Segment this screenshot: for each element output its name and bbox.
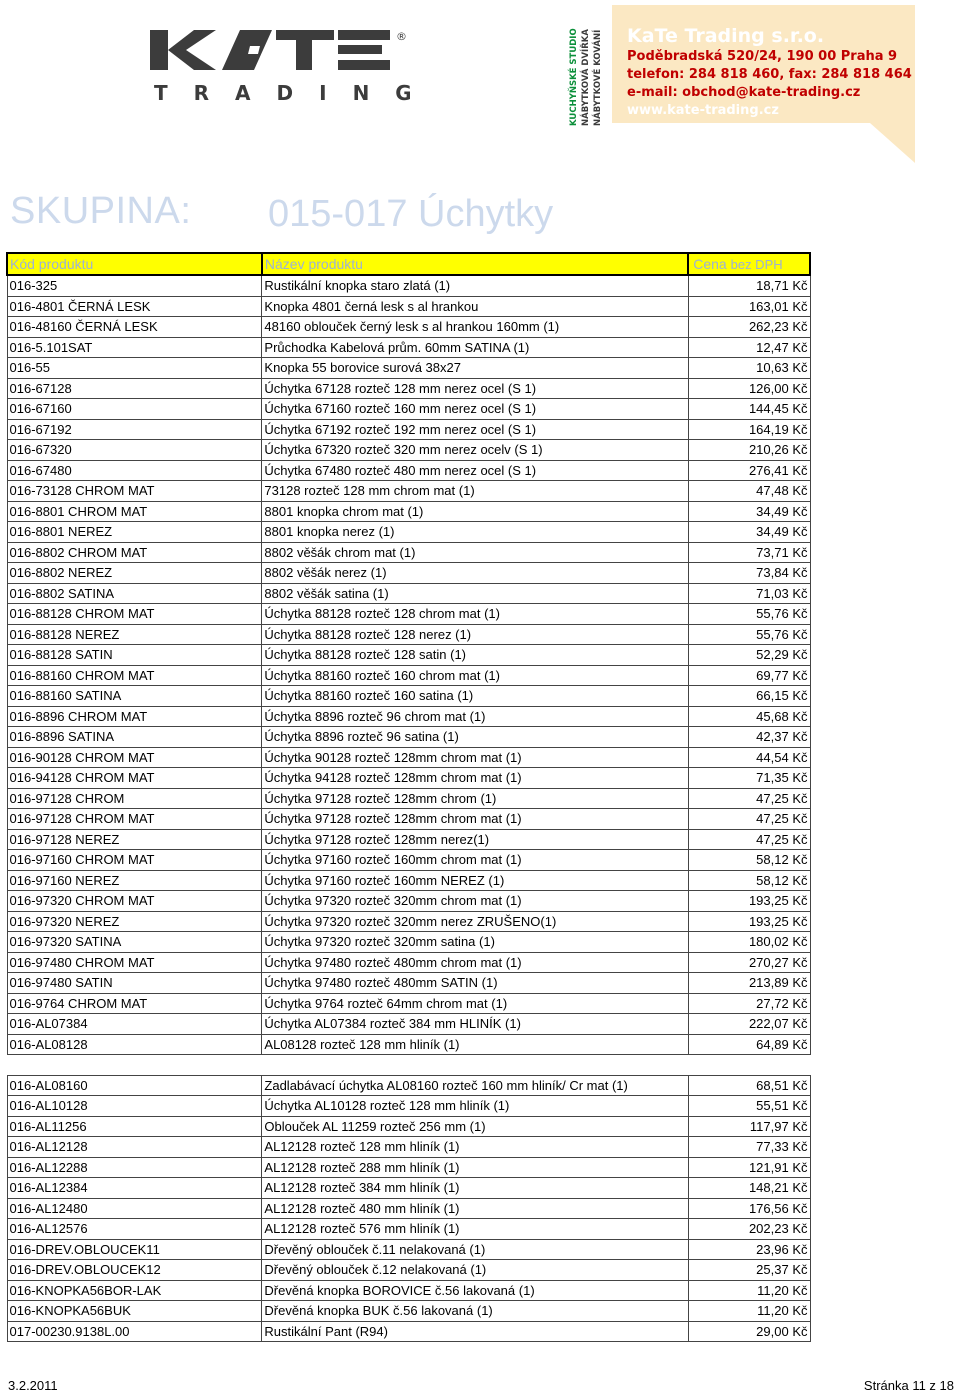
product-price: 47,25 Kč [688,809,810,830]
table-row [7,891,810,912]
product-name: Úchytka 97320 rozteč 320mm satina (1) [262,932,688,953]
product-price: 193,25 Kč [688,911,810,932]
product-code: 016-97128 CHROM MAT [7,809,262,830]
product-price: 44,54 Kč [688,747,810,768]
table-row [7,932,810,953]
product-code: 017-00230.9138L.00 [7,1321,262,1342]
product-code: 016-97128 NEREZ [7,829,262,850]
product-name: Úchytka 97128 rozteč 128mm chrom mat (1) [262,809,688,830]
table-row [7,993,810,1014]
table-row [7,829,810,850]
company-phone: telefon: 284 818 460, fax: 284 818 464 [627,67,912,82]
table-row [7,358,810,379]
product-price: 47,48 Kč [688,481,810,502]
product-name: Úchytka 88128 rozteč 128 satin (1) [262,645,688,666]
product-name: Úchytka 9764 rozteč 64mm chrom mat (1) [262,993,688,1014]
product-price: 64,89 Kč [688,1034,810,1055]
product-code: 016-AL12384 [7,1178,262,1199]
product-price: 117,97 Kč [688,1116,810,1137]
product-code: 016-67128 [7,378,262,399]
product-code: 016-97128 CHROM [7,788,262,809]
product-price: 193,25 Kč [688,891,810,912]
product-code: 016-97320 NEREZ [7,911,262,932]
product-name: 8801 knopka nerez (1) [262,522,688,543]
product-price: 262,23 Kč [688,317,810,338]
product-name: Úchytka 8896 rozteč 96 satina (1) [262,727,688,748]
contact-box [612,5,915,123]
product-name: Úchytka 97128 rozteč 128mm chrom (1) [262,788,688,809]
footer-page-number: Stránka 11 z 18 [863,1378,954,1393]
product-name: 73128 rozteč 128 mm chrom mat (1) [262,481,688,502]
table-row [7,378,810,399]
product-price: 68,51 Kč [688,1075,810,1096]
product-name: Úchytka 67192 rozteč 192 mm nerez ocel (S 1) [262,419,688,440]
table-row [7,747,810,768]
product-code: 016-KNOPKA56BOR-LAK [7,1280,262,1301]
product-name: Dřevěná knopka BOROVICE č.56 lakovaná (1) [262,1280,688,1301]
product-name: Úchytka 67160 rozteč 160 mm nerez ocel (S 1) [262,399,688,420]
table-row [7,317,810,338]
product-name: 48160 oblouček černý lesk s al hrankou 160mm (1) [262,317,688,338]
product-code: 016-55 [7,358,262,379]
product-price: 163,01 Kč [688,296,810,317]
brand-line-2: NÁBYTKOVÁ DVÍŘKA [581,29,591,126]
table-row [7,583,810,604]
brand-line-3: NÁBYTKOVÉ KOVÁNÍ [593,29,603,126]
product-price: 47,25 Kč [688,829,810,850]
product-price: 58,12 Kč [688,870,810,891]
logo-registered: ® [396,30,407,43]
product-name [262,1055,688,1076]
product-name: Úchytka 67128 rozteč 128 mm nerez ocel (S 1) [262,378,688,399]
product-code: 016-325 [7,275,262,296]
product-code: 016-KNOPKA56BUK [7,1301,262,1322]
product-price: 29,00 Kč [688,1321,810,1342]
product-name: Úchytka 94128 rozteč 128mm chrom mat (1) [262,768,688,789]
product-code: 016-8896 CHROM MAT [7,706,262,727]
table-row [7,419,810,440]
product-name: Úchytka 97480 rozteč 480mm SATIN (1) [262,973,688,994]
table-row [7,1075,810,1096]
table-row [7,1321,810,1342]
product-price: 180,02 Kč [688,932,810,953]
product-name: 8802 věšák nerez (1) [262,563,688,584]
product-price: 55,51 Kč [688,1096,810,1117]
product-name: Úchytka 8896 rozteč 96 chrom mat (1) [262,706,688,727]
table-header-row [7,253,810,275]
table-row [7,1219,810,1240]
table-row [7,911,810,932]
product-name: 8802 věšák satina (1) [262,583,688,604]
product-price: 58,12 Kč [688,850,810,871]
product-price: 210,26 Kč [688,440,810,461]
product-code: 016-8801 CHROM MAT [7,501,262,522]
product-code: 016-90128 CHROM MAT [7,747,262,768]
product-price: 213,89 Kč [688,973,810,994]
product-name: Úchytka 88160 rozteč 160 chrom mat (1) [262,665,688,686]
product-name: Zadlabávací úchytka AL08160 rozteč 160 mm hliník/ Cr mat (1) [262,1075,688,1096]
group-label: SKUPINA: [10,190,192,232]
product-code: 016-8896 SATINA [7,727,262,748]
table-row [7,542,810,563]
product-name: Knopka 55 borovice surová 38x27 [262,358,688,379]
product-name: Rustikální knopka staro zlatá (1) [262,275,688,296]
product-price: 42,37 Kč [688,727,810,748]
header-code: Kód produktu [7,253,262,275]
product-price: 69,77 Kč [688,665,810,686]
product-code: 016-AL08128 [7,1034,262,1055]
product-name: Oblouček AL 11259 rozteč 256 mm (1) [262,1116,688,1137]
header-name: Název produktu [262,253,688,275]
product-code: 016-AL12576 [7,1219,262,1240]
product-name: AL12128 rozteč 128 mm hliník (1) [262,1137,688,1158]
product-code: 016-97320 CHROM MAT [7,891,262,912]
table-row [7,481,810,502]
table-row [7,399,810,420]
product-name: Dřevěný oblouček č.12 nelakovaná (1) [262,1260,688,1281]
table-row [7,563,810,584]
product-code: 016-AL11256 [7,1116,262,1137]
product-name: Úchytka 90128 rozteč 128mm chrom mat (1) [262,747,688,768]
product-price: 34,49 Kč [688,522,810,543]
table-row [7,952,810,973]
product-price: 148,21 Kč [688,1178,810,1199]
table-row [7,1116,810,1137]
table-row [7,440,810,461]
table-row [7,870,810,891]
table-row [7,604,810,625]
product-price: 12,47 Kč [688,337,810,358]
table-row [7,706,810,727]
table-row [7,460,810,481]
product-code: 016-AL10128 [7,1096,262,1117]
product-price: 276,41 Kč [688,460,810,481]
product-price: 45,68 Kč [688,706,810,727]
product-price: 23,96 Kč [688,1239,810,1260]
header-price [688,253,810,275]
product-price: 222,07 Kč [688,1014,810,1035]
product-price: 47,25 Kč [688,788,810,809]
product-code: 016-97160 CHROM MAT [7,850,262,871]
product-price: 71,03 Kč [688,583,810,604]
table-row [7,337,810,358]
product-code: 016-67192 [7,419,262,440]
product-code: 016-88160 SATINA [7,686,262,707]
product-price: 176,56 Kč [688,1198,810,1219]
product-code: 016-AL12128 [7,1137,262,1158]
table-row [7,1198,810,1219]
table-row [7,296,810,317]
table-row [7,1260,810,1281]
product-code [7,1055,262,1076]
product-price: 126,00 Kč [688,378,810,399]
product-name: 8802 věšák chrom mat (1) [262,542,688,563]
table-row [7,1137,810,1158]
product-code: 016-97320 SATINA [7,932,262,953]
price-table [6,252,811,1342]
product-code: 016-AL07384 [7,1014,262,1035]
product-name: Úchytka 97160 rozteč 160mm NEREZ (1) [262,870,688,891]
product-code: 016-8802 NEREZ [7,563,262,584]
header-price-label: Cena [693,255,727,272]
product-name: Úchytka 97320 rozteč 320mm nerez ZRUŠENO(1) [262,911,688,932]
product-name: Rustikální Pant (R94) [262,1321,688,1342]
table-row [7,645,810,666]
product-price: 270,27 Kč [688,952,810,973]
table-row [7,1096,810,1117]
product-name: Úchytka 97128 rozteč 128mm nerez(1) [262,829,688,850]
product-price: 77,33 Kč [688,1137,810,1158]
product-name: AL12128 rozteč 384 mm hliník (1) [262,1178,688,1199]
product-code: 016-97160 NEREZ [7,870,262,891]
product-price: 25,37 Kč [688,1260,810,1281]
table-row [7,624,810,645]
table-row [7,1034,810,1055]
product-name: Dřevěná knopka BUK č.56 lakovaná (1) [262,1301,688,1322]
product-code: 016-DREV.OBLOUCEK12 [7,1260,262,1281]
product-code: 016-4801 ČERNÁ LESK [7,296,262,317]
product-price: 11,20 Kč [688,1301,810,1322]
product-code: 016-97480 SATIN [7,973,262,994]
product-price: 73,84 Kč [688,563,810,584]
table-row [7,788,810,809]
company-email[interactable]: e-mail: obchod@kate-trading.cz [627,85,861,100]
product-code: 016-67160 [7,399,262,420]
product-price: 11,20 Kč [688,1280,810,1301]
logo-subtitle: TRADING [154,81,410,105]
company-address: Poděbradská 520/24, 190 00 Praha 9 [627,49,898,64]
product-name: Dřevěný oblouček č.11 nelakovaná (1) [262,1239,688,1260]
product-price: 27,72 Kč [688,993,810,1014]
contact-box-tail [870,123,915,163]
product-price: 144,45 Kč [688,399,810,420]
product-code: 016-AL12288 [7,1157,262,1178]
product-code: 016-88160 CHROM MAT [7,665,262,686]
product-code: 016-88128 NEREZ [7,624,262,645]
product-name: Úchytka 88128 rozteč 128 chrom mat (1) [262,604,688,625]
product-name: Knopka 4801 černá lesk s al hrankou [262,296,688,317]
product-price [688,1055,810,1076]
product-code: 016-8802 SATINA [7,583,262,604]
product-code: 016-67320 [7,440,262,461]
company-name: KaTe Trading s.r.o. [627,25,825,47]
product-name: Úchytka 97320 rozteč 320mm chrom mat (1) [262,891,688,912]
product-name: Úchytka 67480 rozteč 480 mm nerez ocel (S 1) [262,460,688,481]
table-row [7,1055,810,1076]
product-price: 55,76 Kč [688,604,810,625]
product-price: 202,23 Kč [688,1219,810,1240]
product-price: 18,71 Kč [688,275,810,296]
product-price: 10,63 Kč [688,358,810,379]
product-price: 121,91 Kč [688,1157,810,1178]
table-row [7,809,810,830]
table-row [7,1301,810,1322]
product-name: Úchytka 97480 rozteč 480mm chrom mat (1) [262,952,688,973]
product-code: 016-88128 SATIN [7,645,262,666]
brand-line-1: KUCHYŇSKÉ STUDIO [569,28,579,126]
product-code: 016-48160 ČERNÁ LESK [7,317,262,338]
product-code: 016-97480 CHROM MAT [7,952,262,973]
table-row [7,275,810,296]
table-row [7,665,810,686]
product-code: 016-67480 [7,460,262,481]
product-price: 66,15 Kč [688,686,810,707]
product-code: 016-8802 CHROM MAT [7,542,262,563]
product-name: Úchytka 88160 rozteč 160 satina (1) [262,686,688,707]
product-code: 016-94128 CHROM MAT [7,768,262,789]
product-name: Úchytka AL07384 rozteč 384 mm HLINÍK (1) [262,1014,688,1035]
table-row [7,1239,810,1260]
product-code: 016-AL08160 [7,1075,262,1096]
product-name: Úchytka 67320 rozteč 320 mm nerez ocelv (S 1) [262,440,688,461]
product-name: AL08128 rozteč 128 mm hliník (1) [262,1034,688,1055]
table-row [7,727,810,748]
table-row [7,1014,810,1035]
table-row [7,973,810,994]
product-name: 8801 knopka chrom mat (1) [262,501,688,522]
table-row [7,850,810,871]
product-name: Úchytka 88128 rozteč 128 nerez (1) [262,624,688,645]
product-price: 34,49 Kč [688,501,810,522]
product-name: Úchytka AL10128 rozteč 128 mm hliník (1) [262,1096,688,1117]
header-price-note: bez DPH [730,256,783,272]
table-row [7,522,810,543]
table-row [7,1157,810,1178]
product-price: 52,29 Kč [688,645,810,666]
brand-vertical-text [567,18,607,128]
product-price: 71,35 Kč [688,768,810,789]
product-code: 016-AL12480 [7,1198,262,1219]
product-name: Průchodka Kabelová prům. 60mm SATINA (1) [262,337,688,358]
product-price: 164,19 Kč [688,419,810,440]
table-row [7,501,810,522]
table-row [7,1280,810,1301]
company-logo [150,18,410,108]
company-website[interactable]: www.kate-trading.cz [627,103,779,118]
product-code: 016-88128 CHROM MAT [7,604,262,625]
product-code: 016-9764 CHROM MAT [7,993,262,1014]
table-row [7,686,810,707]
table-row [7,1178,810,1199]
product-code: 016-5.101SAT [7,337,262,358]
table-row [7,768,810,789]
product-name: AL12128 rozteč 480 mm hliník (1) [262,1198,688,1219]
product-price: 73,71 Kč [688,542,810,563]
product-name: AL12128 rozteč 288 mm hliník (1) [262,1157,688,1178]
group-name: 015-017 Úchytky [268,193,554,235]
product-code: 016-DREV.OBLOUCEK11 [7,1239,262,1260]
product-price: 55,76 Kč [688,624,810,645]
product-name: Úchytka 97160 rozteč 160mm chrom mat (1) [262,850,688,871]
footer-date: 3.2.2011 [8,1378,58,1393]
product-name: AL12128 rozteč 576 mm hliník (1) [262,1219,688,1240]
product-code: 016-73128 CHROM MAT [7,481,262,502]
product-code: 016-8801 NEREZ [7,522,262,543]
